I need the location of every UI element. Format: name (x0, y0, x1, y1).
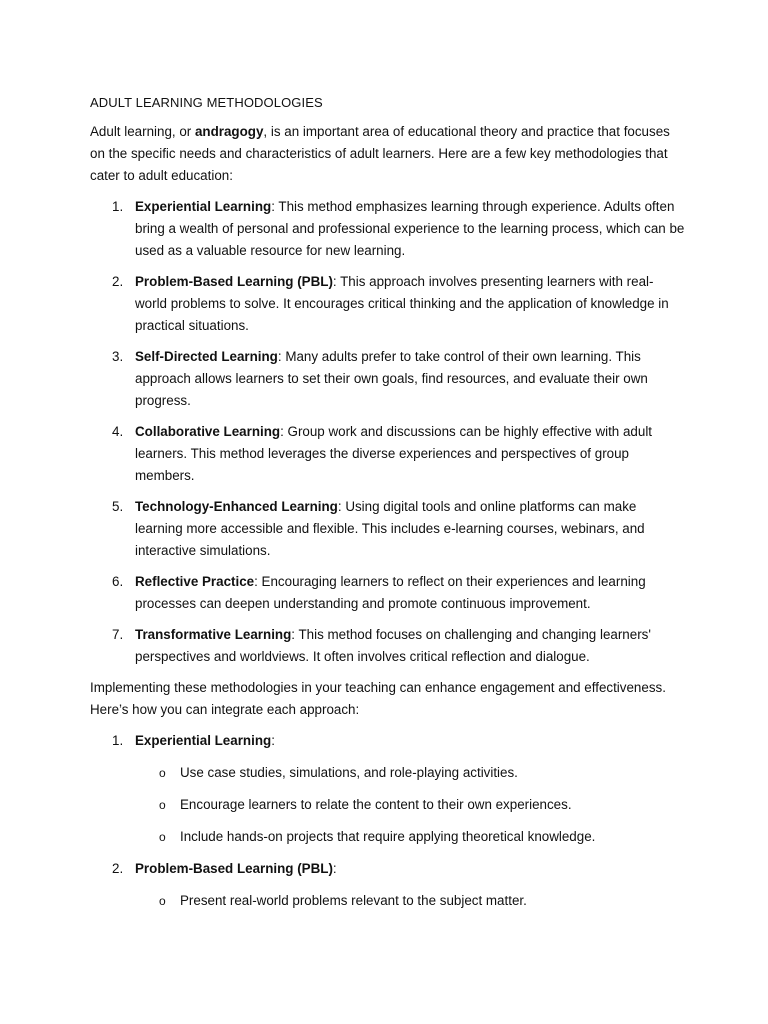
methodology-description: : Group work and discussions can be highly effective with adult learners. This method leverages the diverse experiences and perspectives of group members. (135, 424, 653, 483)
circle-bullet-icon: o (159, 894, 166, 908)
integration-sublist (135, 890, 685, 912)
methodology-item (90, 421, 685, 487)
list-number: 1. (112, 733, 124, 748)
sub-list-item (135, 826, 685, 848)
heading-suffix: : (332, 861, 337, 876)
methodology-name: Experiential Learning (135, 199, 272, 214)
intro-paragraph (90, 121, 685, 187)
integration-sublist (135, 762, 685, 848)
methodology-name: Self-Directed Learning (135, 349, 278, 364)
methodology-description: : Many adults prefer to take control of their own learning. This approach allows learners to set their own goals, find resources, and evaluate their own progress. (135, 349, 648, 408)
circle-bullet-icon: o (159, 766, 166, 780)
document-title: ADULT LEARNING METHODOLOGIES (90, 95, 323, 110)
list-number: 3. (112, 349, 124, 364)
methodologies-list (90, 196, 685, 668)
list-number: 5. (112, 499, 124, 514)
methodology-description: : Encouraging learners to reflect on their experiences and learning processes can deepen understanding and promote continuous improvement. (135, 574, 646, 611)
methodology-name: Collaborative Learning (135, 424, 281, 439)
list-number: 2. (112, 861, 124, 876)
integration-item (90, 730, 685, 848)
methodology-description: : This approach involves presenting learners with real-world problems to solve. It encourages critical thinking and the application of knowledge in practical situations. (135, 274, 669, 333)
circle-bullet-icon: o (159, 830, 166, 844)
methodology-item (90, 571, 685, 615)
sub-list-item (135, 794, 685, 816)
methodology-item (90, 624, 685, 668)
methodology-name: Problem-Based Learning (PBL) (135, 274, 333, 289)
methodology-description: : This method focuses on challenging and changing learners' perspectives and worldviews. It often involves critical reflection and dialogue. (135, 627, 651, 664)
implementing-paragraph: Implementing these methodologies in your teaching can enhance engagement and effectiveness. Here’s how you can integrate each approach: (90, 680, 666, 717)
heading-suffix: : (271, 733, 275, 748)
intro-text-before: Adult learning, or (90, 124, 195, 139)
integration-item (90, 858, 685, 912)
document-page (90, 94, 685, 922)
methodology-name: Reflective Practice (135, 574, 255, 589)
sub-item-text: Include hands-on projects that require applying theoretical knowledge. (180, 829, 596, 844)
sub-list-item (135, 762, 685, 784)
sub-list-item (135, 890, 685, 912)
methodology-description: : Using digital tools and online platforms can make learning more accessible and flexible. This includes e-learning courses, webinars, and interactive simulations. (135, 499, 645, 558)
list-number: 7. (112, 627, 124, 642)
intro-text-after: , is an important area of educational theory and practice that focuses on the specific needs and characteristics of adult learners. Here are a few key methodologies that cater to adult education: (90, 124, 670, 183)
list-number: 2. (112, 274, 124, 289)
methodology-name: Transformative Learning (135, 627, 292, 642)
list-number: 6. (112, 574, 124, 589)
methodology-item (90, 496, 685, 562)
methodology-item (90, 346, 685, 412)
integration-list (90, 730, 685, 912)
sub-item-text: Use case studies, simulations, and role-playing activities. (180, 765, 518, 780)
intro-term: andragogy (194, 124, 264, 139)
methodology-item (90, 271, 685, 337)
sub-item-text: Encourage learners to relate the content to their own experiences. (180, 797, 572, 812)
circle-bullet-icon: o (159, 798, 166, 812)
integration-heading: Experiential Learning (135, 733, 272, 748)
integration-heading: Problem-Based Learning (PBL) (135, 861, 333, 876)
list-number: 1. (112, 199, 124, 214)
methodology-description: : This method emphasizes learning through experience. Adults often bring a wealth of personal and professional experience to the learning process, which can be used as a valuable resource for new learning. (135, 199, 685, 258)
methodology-name: Technology-Enhanced Learning (135, 499, 338, 514)
list-number: 4. (112, 424, 124, 439)
methodology-item (90, 196, 685, 262)
sub-item-text: Present real-world problems relevant to the subject matter. (180, 893, 527, 908)
